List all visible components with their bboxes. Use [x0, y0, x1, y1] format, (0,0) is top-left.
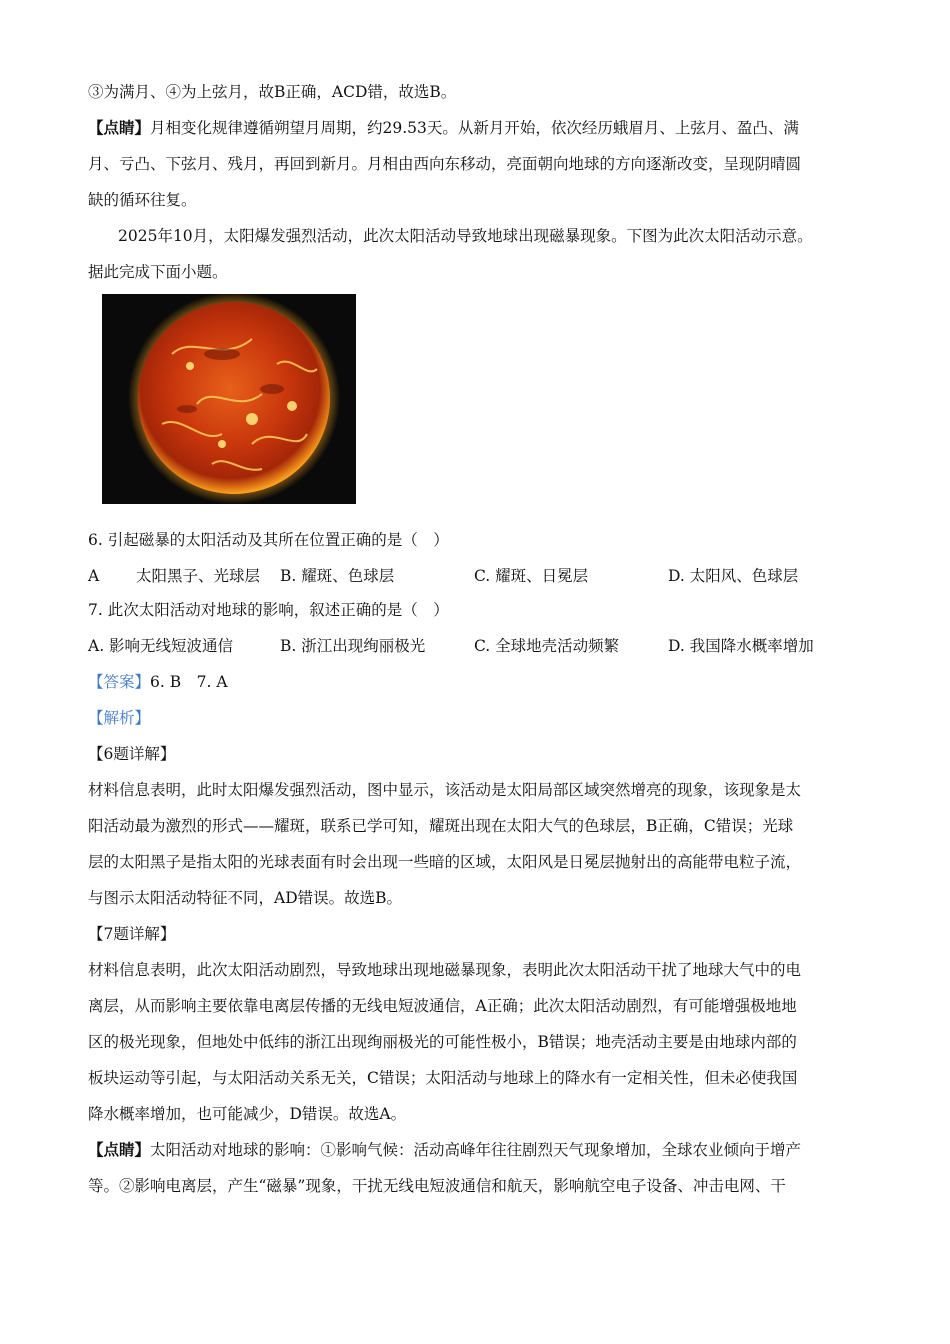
answer-line	[88, 672, 228, 692]
answer-text: 6. B 7. A	[150, 673, 228, 691]
q6-option-a: 太阳黑子、光球层	[136, 567, 261, 585]
q6-option-a-letter: A	[88, 567, 100, 585]
q7-options	[88, 636, 868, 656]
q7-option-a: A. 影响无线短波通信	[88, 637, 234, 655]
answer-tag: 【答案】	[88, 673, 151, 691]
sun-illustration	[102, 294, 356, 504]
tip-paragraph-1	[88, 118, 799, 138]
detail7-line: 板块运动等引起，与太阳活动关系无关，C错误；太阳活动与地球上的降水有一定相关性，但未必使我国	[88, 1069, 798, 1087]
intro-line: 2025年10月，太阳爆发强烈活动，此次太阳活动导致地球出现磁暴现象。下图为此次太阳活动示意。	[118, 227, 813, 245]
detail7-line: 区的极光现象，但地处中低纬的浙江出现绚丽极光的可能性极小，B错误；地壳活动主要是由地球内部的	[88, 1033, 797, 1051]
text-line: 月、亏凸、下弦月、残月，再回到新月。月相由西向东移动，亮面朝向地球的方向逐渐改变，呈现阴晴圆	[88, 155, 802, 173]
tip-paragraph-2	[88, 1140, 801, 1160]
q7-stem: 7. 此次太阳活动对地球的影响，叙述正确的是（ ）	[88, 601, 449, 619]
detail7-line: 降水概率增加，也可能减少，D错误。故选A。	[88, 1105, 407, 1123]
tip-text: 太阳活动对地球的影响：①影响气候：活动高峰年往往剧烈天气现象增加，全球农业倾向于增产	[150, 1141, 802, 1159]
sun-photo	[102, 294, 356, 504]
text-line: ③为满月、④为上弦月，故B正确，ACD错，故选B。	[88, 83, 457, 101]
detail7-title: 【7题详解】	[88, 925, 176, 943]
detail6-line: 与图示太阳活动特征不同，AD错误。故选B。	[88, 889, 403, 907]
q7-option-d: D. 我国降水概率增加	[668, 637, 814, 655]
tip-line: 等。②影响电离层，产生“磁暴”现象，干扰无线电短波通信和航天，影响航空电子设备、冲击电网、干	[88, 1177, 786, 1195]
tip-tag: 【点睛】	[88, 118, 151, 137]
q7-option-c: C. 全球地壳活动频繁	[474, 637, 620, 655]
detail6-line: 阳活动最为激烈的形式——耀斑，联系已学可知，耀斑出现在太阳大气的色球层，B正确，C错误；光球	[88, 817, 794, 835]
tip-tag: 【点睛】	[88, 1140, 151, 1159]
analysis-tag: 【解析】	[88, 709, 151, 727]
tip-text: 月相变化规律遵循朔望月周期，约29.53天。从新月开始，依次经历蛾眉月、上弦月、盈凸、满	[150, 119, 799, 137]
detail6-line: 层的太阳黑子是指太阳的光球表面有时会出现一些暗的区域，太阳风是日冕层抛射出的高能带电粒子流，	[88, 853, 802, 871]
q7-option-b: B. 浙江出现绚丽极光	[280, 637, 426, 655]
detail7-line: 材料信息表明，此次太阳活动剧烈，导致地球出现地磁暴现象，表明此次太阳活动干扰了地球大气中的电	[88, 961, 802, 979]
q6-options	[88, 566, 868, 586]
q6-stem: 6. 引起磁暴的太阳活动及其所在位置正确的是（ ）	[88, 531, 449, 549]
text-line: 缺的循环往复。	[88, 191, 197, 209]
q6-option-c: C. 耀斑、日冕层	[474, 567, 589, 585]
intro-line: 据此完成下面小题。	[88, 263, 228, 281]
detail6-line: 材料信息表明，此时太阳爆发强烈活动，图中显示，该活动是太阳局部区域突然增亮的现象，该现象是太	[88, 781, 802, 799]
q6-option-b: B. 耀斑、色球层	[280, 567, 395, 585]
detail7-line: 离层，从而影响主要依靠电离层传播的无线电短波通信，A正确；此次太阳活动剧烈，有可能增强极地地	[88, 997, 797, 1015]
q6-option-d: D. 太阳风、色球层	[668, 567, 799, 585]
detail6-title: 【6题详解】	[88, 745, 176, 763]
